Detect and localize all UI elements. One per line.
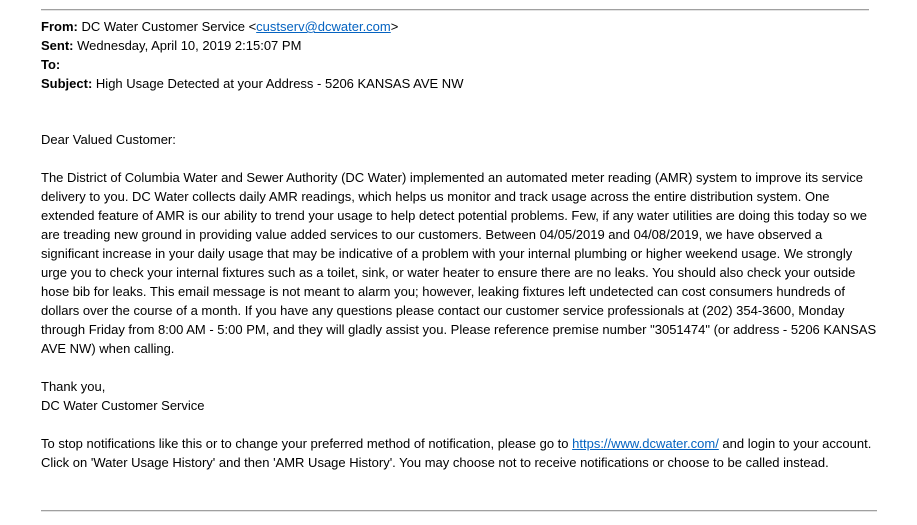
main-paragraph: The District of Columbia Water and Sewer Authority (DC Water) implemented an automated meter reading (AMR) system to improve its service delivery to you. DC Water collects daily AMR readings, which helps us monitor and track usage across the entire distribution system. One extended feature of AMR is our ability to trend your usage to help detect potential problems. Few, if any water utilities are doing this today so we are treading new ground in providing value added services to our customers. Between 04/05/2019 and 04/08/2019, we have observed a significant increase in your daily usage that may be indicative of a problem with your internal plumbing or higher weekend usage. We strongly urge you to check your internal fixtures such as a toilet, sink, or water heater to ensure there are no leaks. You should also check your outside hose bib for leaks. This email message is not meant to alarm you; however, leaking fixtures left undetected can cost consumers hundreds of dollars over the course of a month. If you have any questions please contact our customer service professionals at (202) 354-3600, Monday through Friday from 8:00 AM - 5:00 PM, and they will gladly assist you. Please reference premise number "3051474" (or address - 5206 KANSAS AVE NW) when calling. <box>41 170 877 356</box>
from-close: > <box>390 19 399 34</box>
footer-separator <box>41 510 877 512</box>
spacer <box>41 358 889 377</box>
footer-paragraph <box>41 434 881 472</box>
sent-value: Wednesday, April 10, 2019 2:15:07 PM <box>77 38 302 53</box>
subject-value: High Usage Detected at your Address - 5206 KANSAS AVE NW <box>95 76 464 91</box>
sent-label: Sent: <box>41 38 74 53</box>
dcwater-website-link[interactable]: https://www.dcwater.com/ <box>572 436 719 451</box>
to-line <box>41 55 889 74</box>
email-message <box>41 17 889 472</box>
from-name: DC Water Customer Service < <box>81 19 257 34</box>
from-line <box>41 17 889 36</box>
from-email-link[interactable]: custserv@dcwater.com <box>256 19 391 34</box>
subject-label: Subject: <box>41 76 93 91</box>
from-label: From: <box>41 19 78 34</box>
footer-text-before: To stop notifications like this or to change your preferred method of notification, please go to <box>41 436 573 451</box>
sent-line <box>41 36 889 55</box>
header-separator <box>41 9 869 11</box>
greeting: Dear Valued Customer: <box>41 132 176 147</box>
signature: DC Water Customer Service <box>41 398 205 413</box>
subject-line <box>41 74 889 93</box>
footer-text-after: and login to your account. Click on 'Water Usage History' and then 'AMR Usage History'. You may choose not to receive notifications or choose to be called instead. <box>41 436 872 470</box>
to-label: To: <box>41 57 61 72</box>
spacer <box>41 93 889 130</box>
closing: Thank you, <box>41 379 106 394</box>
spacer <box>41 415 889 434</box>
spacer <box>41 149 889 168</box>
